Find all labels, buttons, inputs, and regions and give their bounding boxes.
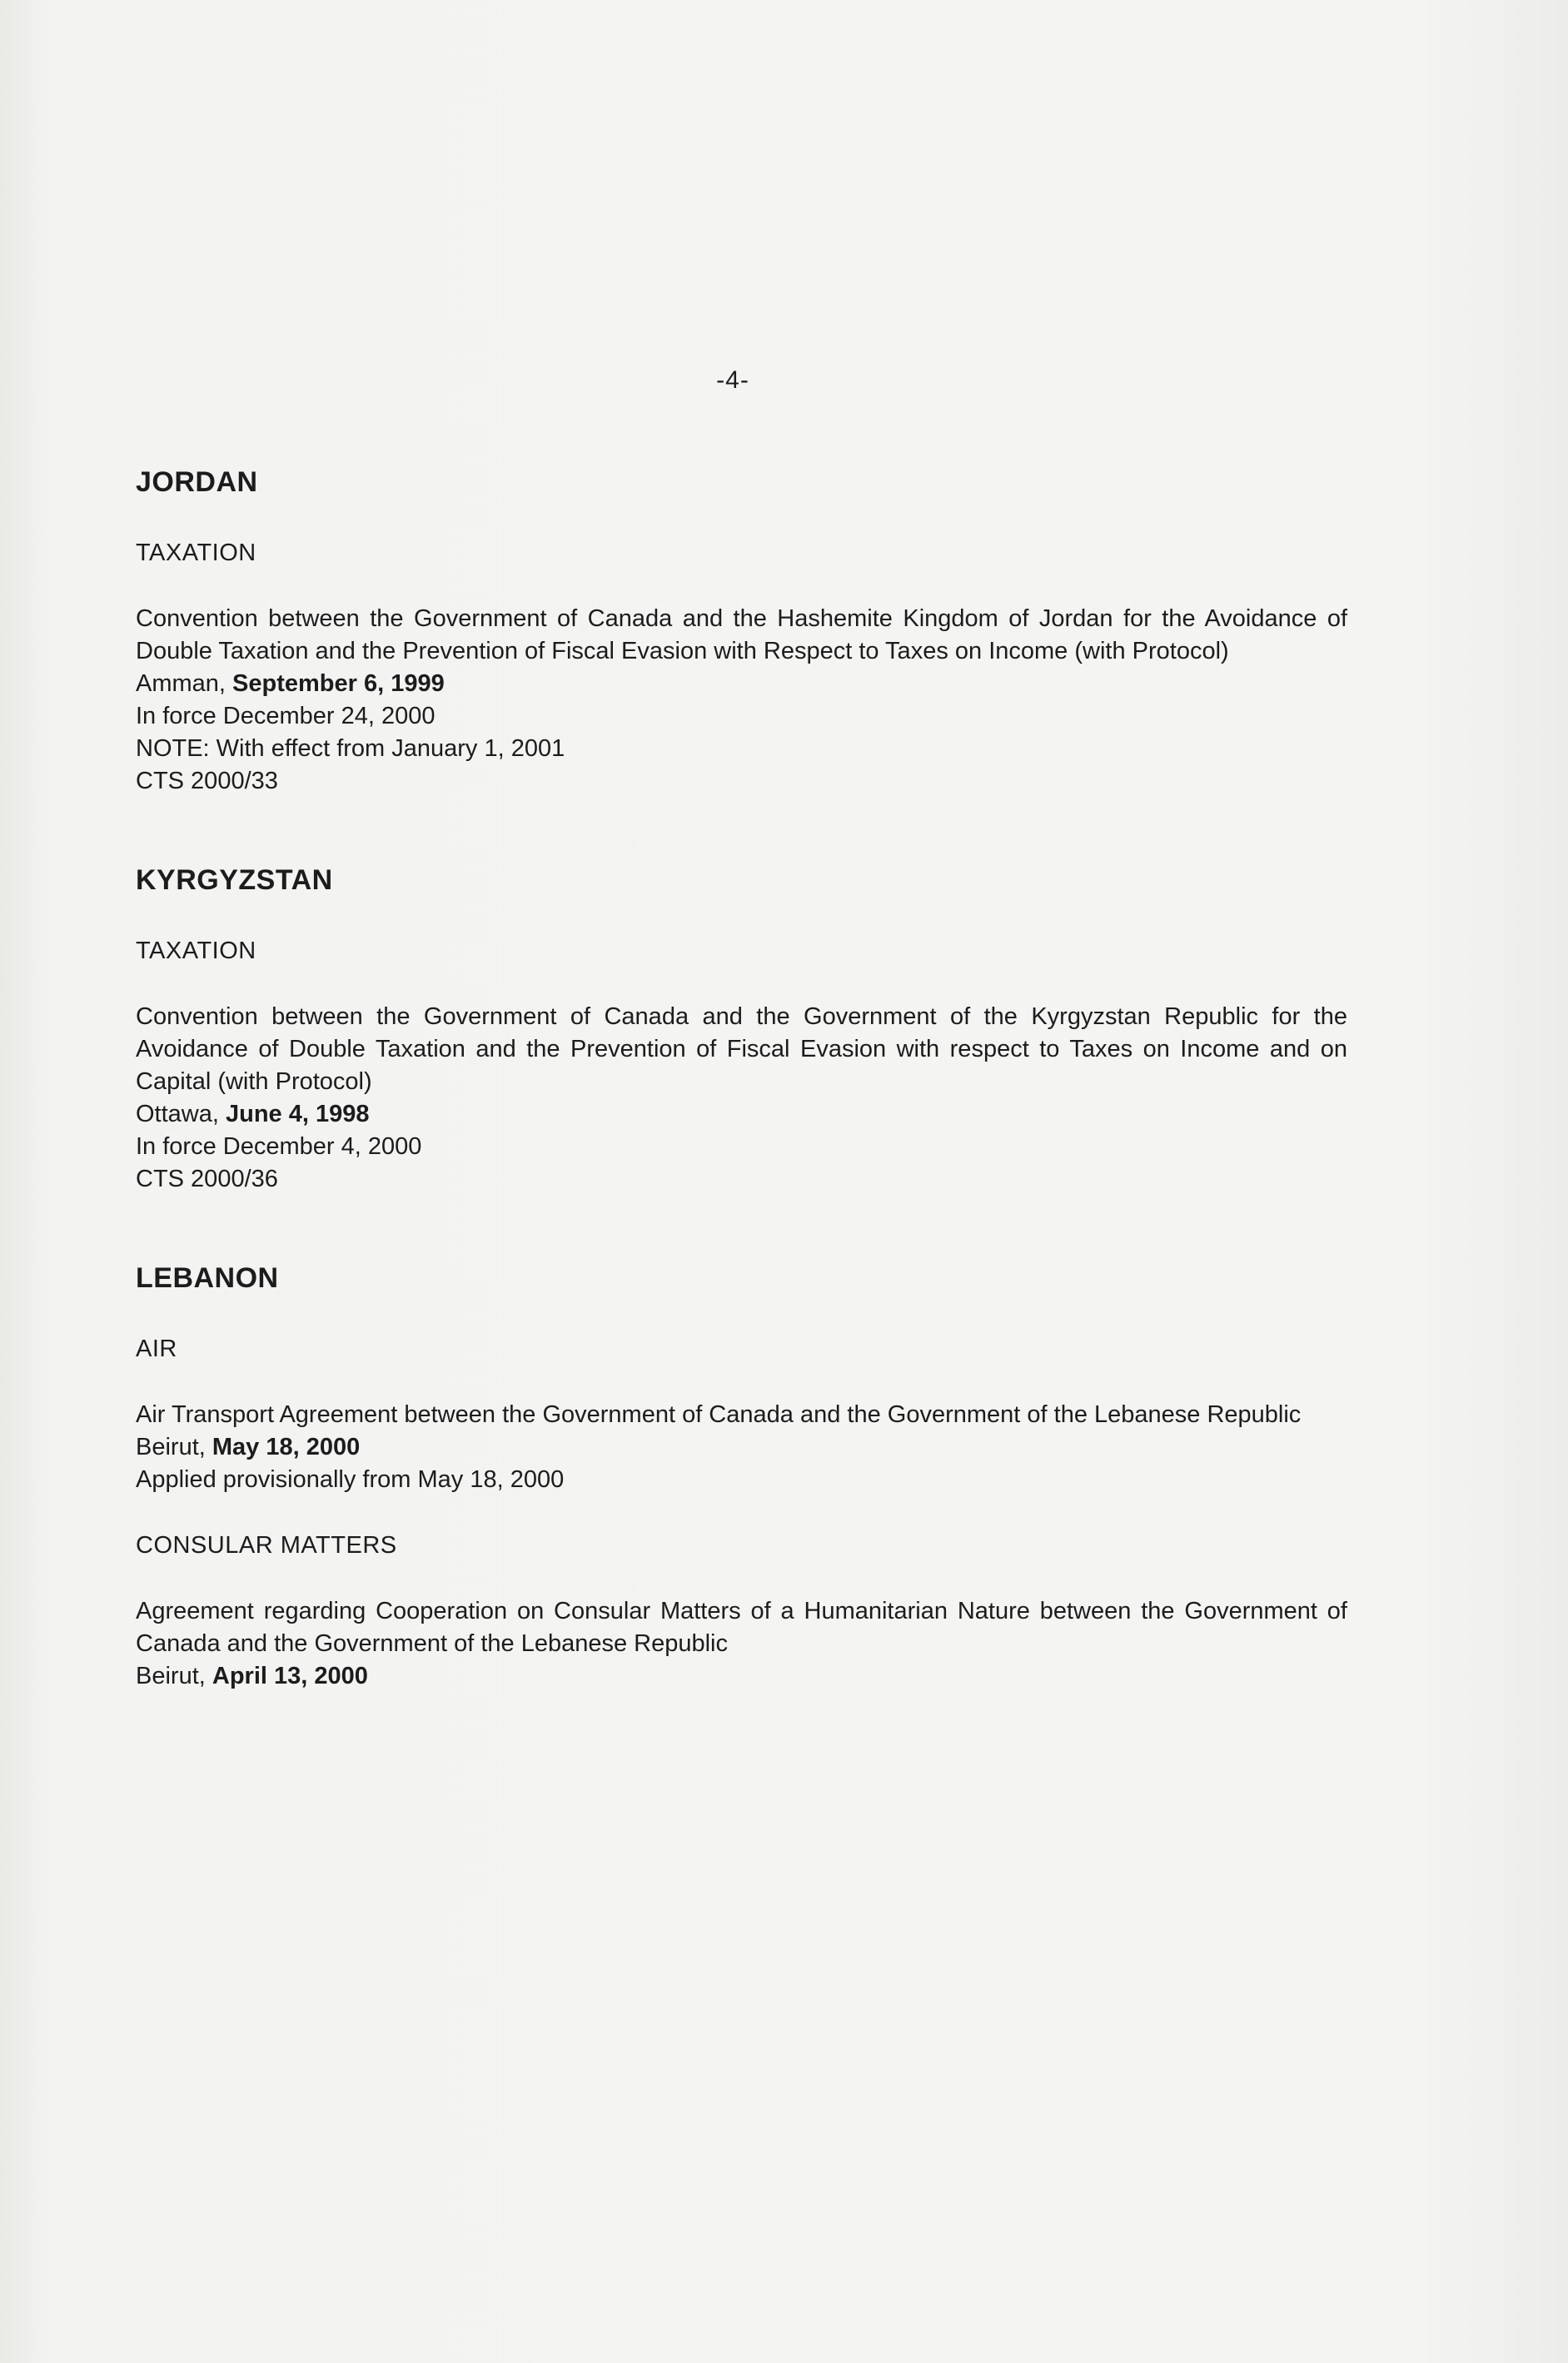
country-heading: LEBANON [136, 1262, 279, 1294]
spacer [136, 1496, 1347, 1530]
signing-place: Beirut, [136, 1663, 212, 1689]
signing-date: September 6, 1999 [232, 670, 445, 697]
signing-place-date [136, 1431, 1347, 1464]
signing-place: Amman, [136, 670, 233, 697]
treaty-note: NOTE: With effect from January 1, 2001 [136, 735, 565, 762]
page-number: -4- [716, 366, 749, 394]
country-section-jordan [136, 466, 1347, 798]
subject-heading: CONSULAR MATTERS [136, 1532, 397, 1559]
treaty-title: Convention between the Government of Canada and the Government of the Kyrgyzstan Republic for the Avoidance of Double Taxation and the Prevention of Fiscal Evasion with respect to Taxes on Income and on Capital (with Protocol) [136, 1003, 1347, 1095]
country-section-lebanon [136, 1262, 1347, 1693]
treaty-list [136, 466, 1347, 1759]
subject-entry [136, 935, 1347, 1196]
subject-heading: TAXATION [136, 938, 256, 964]
signing-place-date [136, 1660, 1347, 1693]
subject-entry [136, 1333, 1347, 1496]
treaty-note: In force December 4, 2000 [136, 1133, 422, 1160]
subject-heading: TAXATION [136, 540, 256, 566]
treaty-note: Applied provisionally from May 18, 2000 [136, 1466, 565, 1493]
subject-heading: AIR [136, 1336, 177, 1362]
treaty-note: In force December 24, 2000 [136, 703, 436, 729]
signing-place: Ottawa, [136, 1101, 226, 1127]
signing-place-date [136, 1098, 1347, 1131]
treaty-note: CTS 2000/36 [136, 1166, 278, 1192]
country-section-kyrgyzstan [136, 864, 1347, 1196]
country-heading: JORDAN [136, 466, 258, 498]
signing-place-date [136, 668, 1347, 700]
treaty-title: Air Transport Agreement between the Government of Canada and the Government of the Lebanese Republic [136, 1401, 1302, 1428]
treaty-note: CTS 2000/33 [136, 768, 278, 794]
subject-entry [136, 537, 1347, 798]
treaty-title: Agreement regarding Cooperation on Consular Matters of a Humanitarian Nature between the Government of Canada and the Government of the Lebanese Republic [136, 1598, 1347, 1657]
subject-entry [136, 1530, 1347, 1693]
signing-date: April 13, 2000 [212, 1663, 368, 1689]
signing-date: May 18, 2000 [212, 1434, 361, 1460]
country-heading: KYRGYZSTAN [136, 864, 333, 896]
signing-date: June 4, 1998 [226, 1101, 370, 1127]
treaty-title: Convention between the Government of Canada and the Hashemite Kingdom of Jordan for the Avoidance of Double Taxation and the Prevention of Fiscal Evasion with Respect to Taxes on Income (with Protocol) [136, 605, 1347, 664]
signing-place: Beirut, [136, 1434, 212, 1460]
